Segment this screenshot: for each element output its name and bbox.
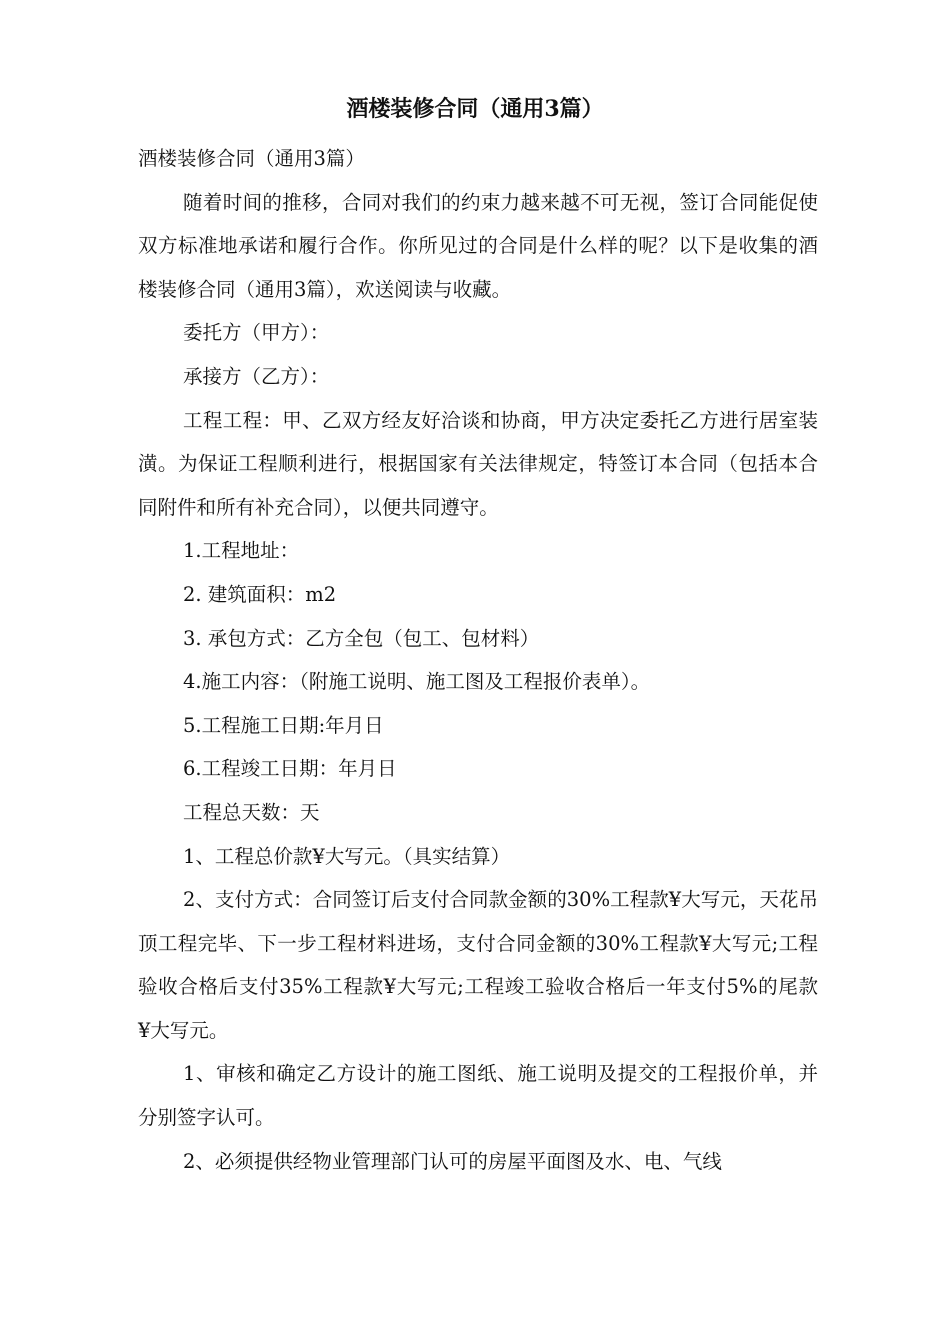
document-body (138, 137, 818, 1183)
body-paragraph: 2、必须提供经物业管理部门认可的房屋平面图及水、电、气线 (183, 1149, 722, 1173)
body-paragraph: 3. 承包方式：乙方全包（包工、包材料） (183, 626, 540, 650)
body-paragraph: 委托方（甲方）： (183, 321, 330, 345)
body-paragraph: 承接方（乙方）： (183, 364, 330, 388)
body-paragraph: 2、支付方式：合同签订后支付合同款金额的30%工程款¥大写元，天花吊顶工程完毕、下一步工程材料进场，支付合同金额的30%工程款¥大写元;工程验收合格后支付35%工程款¥大写元;工程竣工验收合格后一年支付5%的尾款¥大写元。 (138, 888, 818, 1042)
body-paragraph: 5.工程施工日期:年月日 (183, 713, 384, 737)
body-paragraph: 2. 建筑面积：m2 (183, 582, 337, 606)
body-paragraph: 1、工程总价款¥大写元。（具实结算） (183, 844, 511, 868)
body-paragraph: 工程工程：甲、乙双方经友好洽谈和协商，甲方决定委托乙方进行居室装潢。为保证工程顺利进行，根据国家有关法律规定，特签订本合同（包括本合同附件和所有补充合同），以便共同遵守。 (138, 408, 818, 519)
body-paragraph: 6.工程竣工日期：年月日 (183, 757, 397, 781)
document-title: 酒楼装修合同（通用3篇） (346, 96, 604, 122)
body-paragraph: 4.施工内容：（附施工说明、施工图及工程报价表单）。 (183, 670, 651, 694)
document-subtitle: 酒楼装修合同（通用3篇） (138, 147, 365, 170)
body-paragraph: 1、审核和确定乙方设计的施工图纸、施工说明及提交的工程报价单，并分别签字认可。 (138, 1062, 818, 1130)
body-paragraph: 随着时间的推移，合同对我们的约束力越来越不可无视，签订合同能促使双方标准地承诺和履行合作。你所见过的合同是什么样的呢？以下是收集的酒楼装修合同（通用3篇），欢送阅读与收藏。 (138, 190, 818, 301)
body-paragraph: 1.工程地址： (183, 539, 300, 563)
body-paragraph: 工程总天数：天 (183, 800, 320, 824)
